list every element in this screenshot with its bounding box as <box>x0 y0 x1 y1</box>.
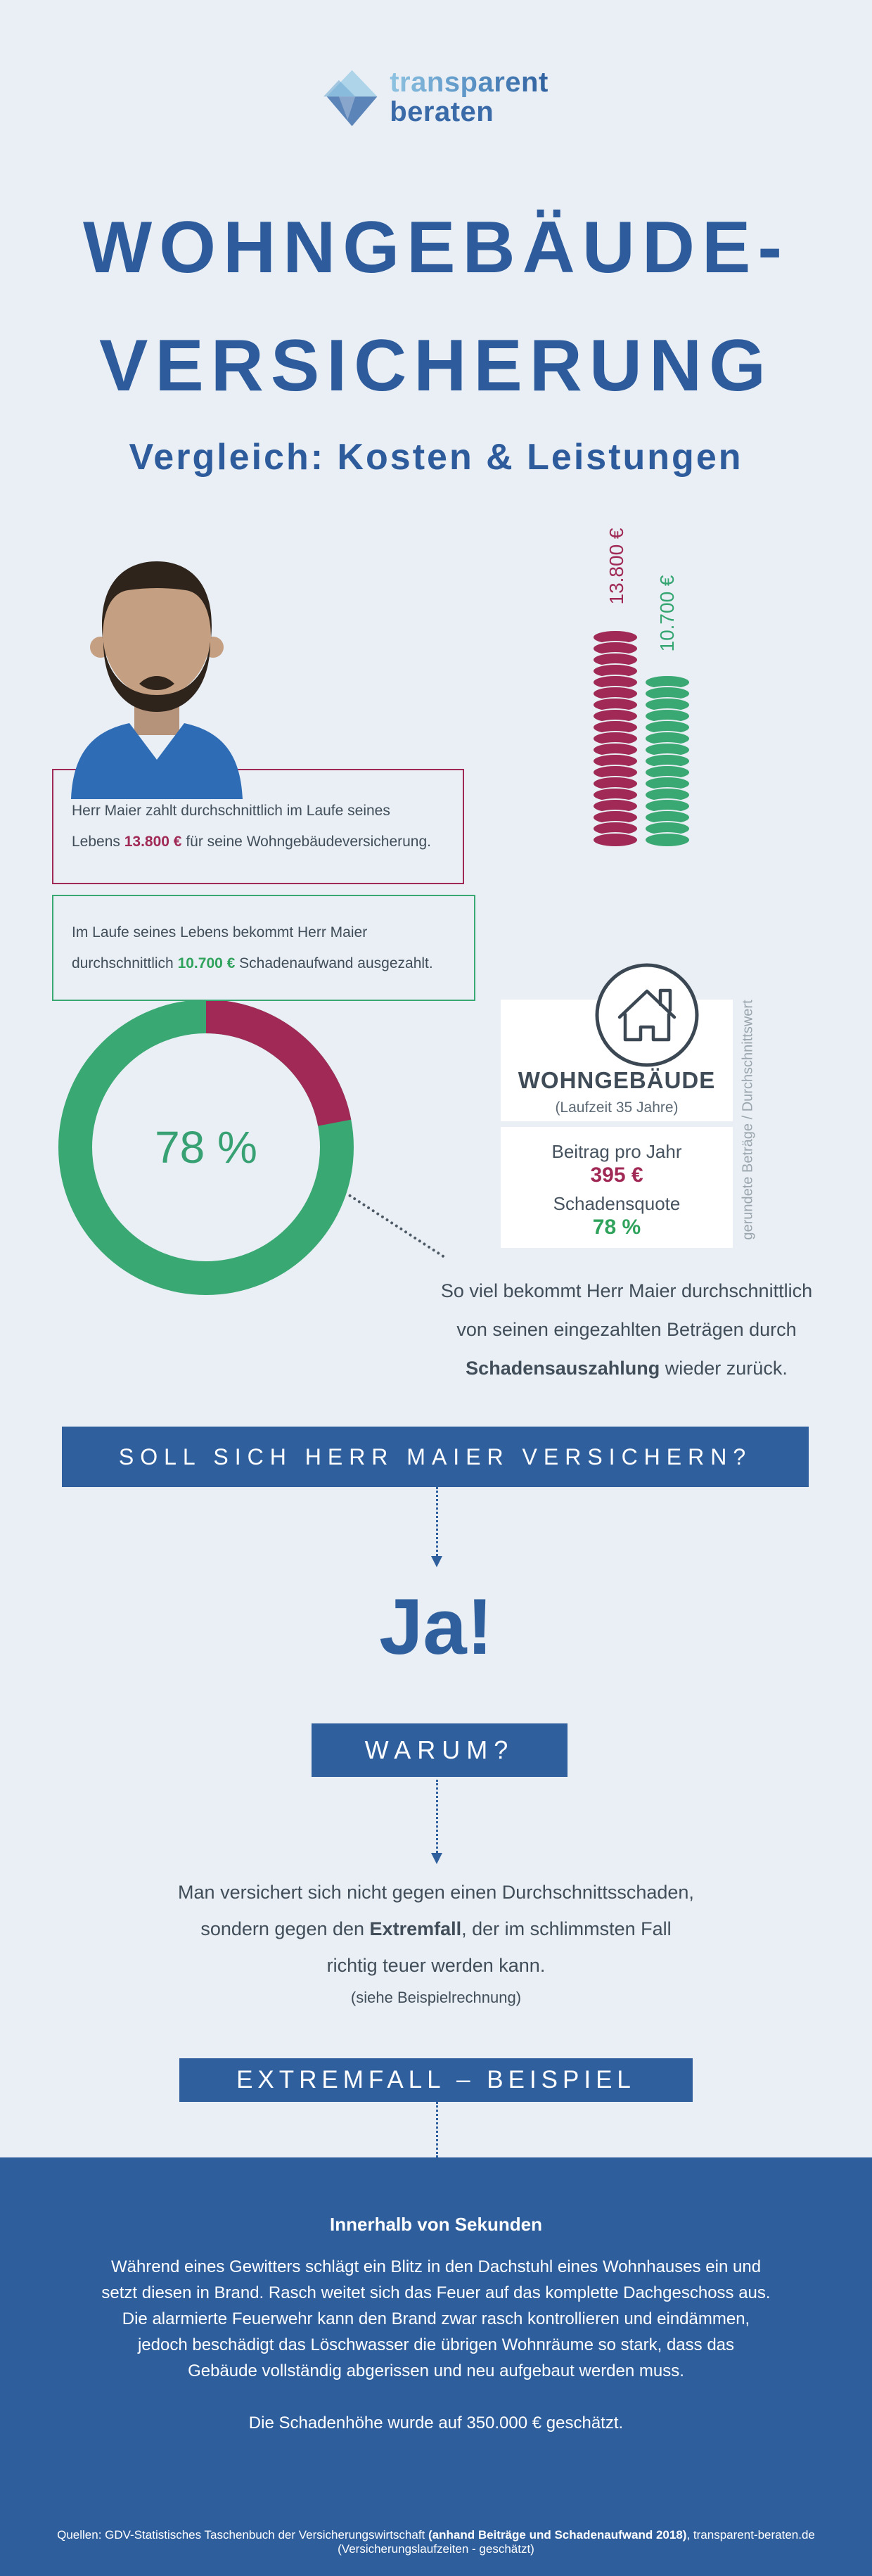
product-card-subtitle: (Laufzeit 35 Jahre) <box>555 1099 679 1116</box>
example-calc-note: (siehe Beispielrechnung) <box>350 1989 522 2006</box>
person-avatar-illustration <box>62 549 252 799</box>
why-line1: Man versichert sich nicht gegen einen Durchschnittsschaden, <box>178 1882 694 1903</box>
claims-note-line1: So viel bekommt Herr Maier durchschnittlich <box>440 1280 813 1301</box>
sources-suffix: , transparent-beraten.de (Versicherungslaufzeiten - geschätzt) <box>338 2528 815 2556</box>
payout-line2-prefix: durchschnittlich <box>72 955 178 971</box>
example-paragraph <box>0 2254 872 2384</box>
why-line2-suffix: , der im schlimmsten Fall <box>461 1918 672 1939</box>
example-line5: Gebäude vollständig abgerissen und neu aufgebaut werden muss. <box>188 2361 684 2380</box>
sources-prefix: Quellen: GDV-Statistisches Taschenbuch der Versicherungswirtschaft <box>57 2528 428 2542</box>
rounded-values-side-note: gerundete Beträge / Durchschnittswert <box>740 1000 756 1240</box>
paid-coin-stack <box>592 630 639 848</box>
payout-coin-stack <box>644 675 691 848</box>
page-title-line2: VERSICHERUNG <box>99 325 773 407</box>
dotted-connector-line <box>436 2102 438 2157</box>
coin <box>592 832 639 848</box>
arrow-down-icon <box>431 1853 442 1864</box>
dotted-arrow-line <box>436 1780 438 1853</box>
cost-line1: Herr Maier zahlt durchschnittlich im Laufe seines <box>72 803 390 819</box>
ratio-label: Schadensquote <box>553 1193 681 1214</box>
example-line4: jedoch beschädigt das Löschwasser die übrigen Wohnräume so stark, dass das <box>137 2335 735 2354</box>
example-heading: Innerhalb von Sekunden <box>330 2214 542 2235</box>
claims-note-line3 <box>391 1349 862 1388</box>
payout-line1: Im Laufe seines Lebens bekommt Herr Maier <box>72 924 368 941</box>
brand-word-beraten: beraten <box>390 96 494 127</box>
dotted-arrow-line <box>436 1487 438 1556</box>
arrow-down-icon <box>431 1556 442 1567</box>
why-line2 <box>0 1911 872 1947</box>
claims-note-bold: Schadensauszahlung <box>466 1358 660 1379</box>
why-banner: WARUM? <box>312 1723 568 1777</box>
answer-text: Ja! <box>379 1583 493 1671</box>
sources-bold: (anhand Beiträge und Schadenaufwand 2018) <box>428 2528 687 2542</box>
brand-logo <box>0 60 872 134</box>
diamond-logo-icon <box>323 60 378 134</box>
premium-label: Beitrag pro Jahr <box>551 1141 682 1162</box>
page-title <box>0 189 872 425</box>
damage-amount-line: Die Schadenhöhe wurde auf 350.000 € geschätzt. <box>248 2414 624 2432</box>
product-card-stats <box>501 1127 733 1248</box>
premium-value: 395 € <box>590 1163 643 1187</box>
payout-amount: 10.700 € <box>177 955 236 971</box>
claims-note <box>391 1272 862 1388</box>
page-title-line1: WOHNGEBÄUDE- <box>83 207 789 288</box>
cost-amount: 13.800 € <box>124 834 182 850</box>
extreme-example-banner: EXTREMFALL – BEISPIEL <box>179 2058 693 2102</box>
payout-line2-suffix: Schadenaufwand ausgezahlt. <box>235 955 433 971</box>
example-line3: Die alarmierte Feuerwehr kann den Brand zwar rasch kontrollieren und eindämmen, <box>122 2309 750 2328</box>
brand-word-transparent: transparent <box>390 67 549 98</box>
paid-coins-label: 13.800 € <box>605 528 627 605</box>
why-paragraph <box>0 1874 872 2012</box>
question-banner: SOLL SICH HERR MAIER VERSICHERN? <box>62 1427 809 1487</box>
page-subtitle: Vergleich: Kosten & Leistungen <box>129 437 743 478</box>
donut-percent-label: 78 % <box>155 1122 257 1173</box>
sources-footer <box>0 2528 872 2556</box>
why-line2-bold: Extremfall <box>369 1918 462 1939</box>
why-line2-prefix: sondern gegen den <box>200 1918 370 1939</box>
why-line3: richtig teuer werden kann. <box>326 1955 546 1976</box>
product-card-title: WOHNGEBÄUDE <box>518 1067 716 1093</box>
example-line1: Während eines Gewitters schlägt ein Blitz in den Dachstuhl eines Wohnhauses ein und <box>110 2257 762 2276</box>
payout-fact-text <box>53 917 433 979</box>
house-icon <box>593 961 701 1069</box>
claims-note-line2: von seinen eingezahlten Beträgen durch <box>456 1319 797 1340</box>
example-line2: setzt diesen in Brand. Rasch weitet sich das Feuer auf das komplette Dachgeschoss aus. <box>101 2283 771 2302</box>
brand-wordmark <box>390 68 549 127</box>
cost-line2-prefix: Lebens <box>72 834 124 850</box>
claims-note-suffix: wieder zurück. <box>660 1358 788 1379</box>
payout-fact-box <box>52 895 475 1001</box>
ratio-value: 78 % <box>592 1216 641 1239</box>
cost-fact-text <box>53 796 431 857</box>
extreme-example-section <box>0 2157 872 2576</box>
claims-ratio-donut-chart <box>58 1000 354 1295</box>
cost-line2-suffix: für seine Wohngebäudeversicherung. <box>181 834 431 850</box>
payout-coins-label: 10.700 € <box>656 575 678 652</box>
donut-connector-line <box>348 1194 445 1258</box>
coin <box>644 832 691 848</box>
